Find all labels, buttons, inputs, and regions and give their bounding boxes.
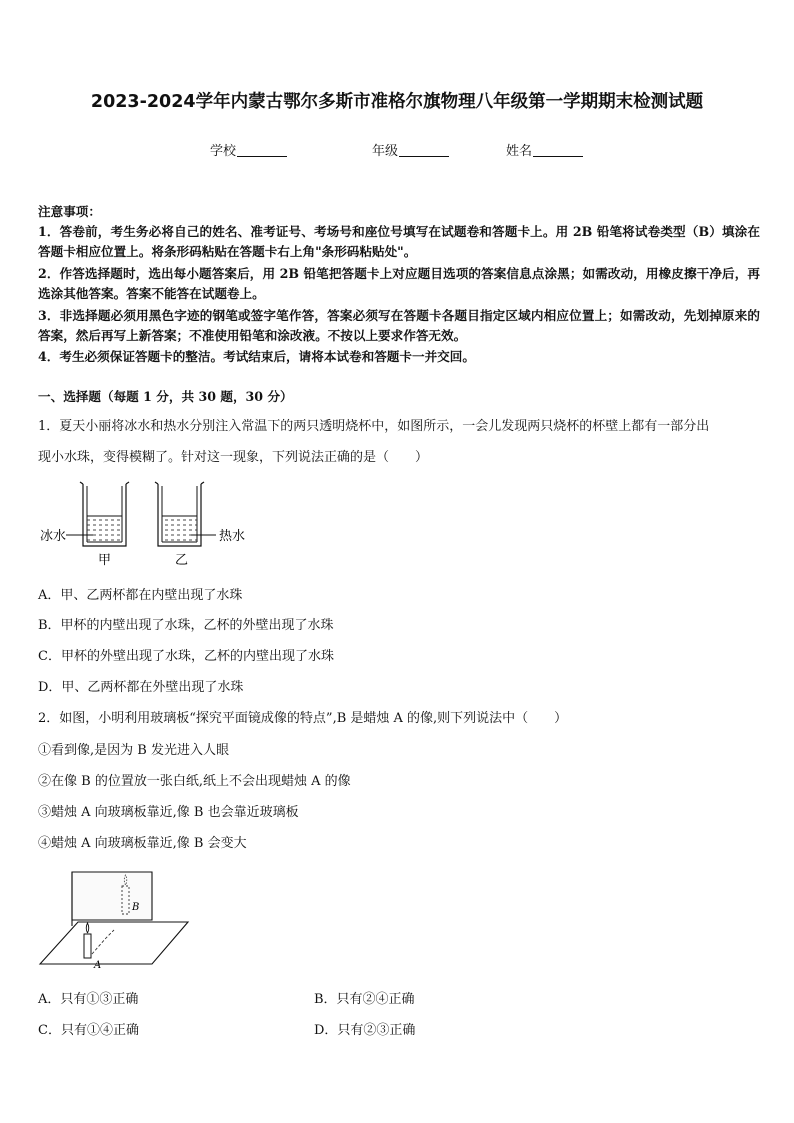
q2-option-a[interactable]: A．只有①③正确 (38, 992, 139, 1007)
q2-mirror-figure (36, 864, 196, 974)
candle-a (84, 934, 91, 958)
q2-option-b[interactable]: B．只有②④正确 (314, 992, 415, 1007)
name-blank[interactable] (533, 144, 583, 157)
grade-blank[interactable] (399, 144, 449, 157)
q2-option-d[interactable]: D．只有②③正确 (314, 1023, 416, 1038)
q1-option-a[interactable]: A．甲、乙两杯都在内壁出现了水珠 (38, 588, 243, 603)
q1-stem-line1: 1．夏天小丽将冰水和热水分别注入常温下的两只透明烧杯中，如图所示，一会儿发现两只烧杯的杯壁上都有一部分出 (38, 419, 710, 434)
notice-item-2: 2．作答选择题时，选出每小题答案后，用 2B 铅笔把答题卡上对应题目选项的答案信息点涂黑；如需改动，用橡皮擦干净后，再选涂其他答案。答案不能答在试题卷上。 (38, 266, 760, 301)
q2-stem: 2．如图，小明利用玻璃板“探究平面镜成像的特点”,B 是蜡烛 A 的像,则下列说法中（ ） (38, 711, 568, 726)
notice-heading: 注意事项： (38, 204, 101, 219)
school-field[interactable] (210, 140, 287, 159)
q1-option-d[interactable]: D．甲、乙两杯都在外壁出现了水珠 (38, 680, 244, 695)
ice-water-label: 冰水 (40, 529, 67, 544)
grade-field[interactable] (372, 140, 449, 159)
table-plane (40, 922, 188, 964)
q2-statement-4: ④蜡烛 A 向玻璃板靠近,像 B 会变大 (38, 836, 247, 851)
glass-plate (72, 872, 152, 920)
cup-jia-label: 甲 (98, 553, 112, 568)
notice-item-3: 3．非选择题必须用黑色字迹的钢笔或签字笔作答，答案必须写在答题卡各题目指定区域内相应位置上；如需改动，先划掉原来的答案，然后再写上新答案；不准使用铅笔和涂改液。不按以上要求作答无效。 (38, 308, 760, 343)
hot-water-label: 热水 (219, 529, 246, 544)
name-field[interactable] (506, 140, 583, 159)
q2-option-c[interactable]: C．只有①④正确 (38, 1023, 139, 1038)
q2-statement-3: ③蜡烛 A 向玻璃板靠近,像 B 也会靠近玻璃板 (38, 805, 299, 820)
beaker-yi (155, 482, 204, 546)
q1-beaker-figure (38, 478, 253, 570)
school-blank[interactable] (237, 144, 287, 157)
section-heading: 一、选择题（每题 1 分，共 30 题，30 分） (38, 389, 293, 404)
q1-option-b[interactable]: B．甲杯的内壁出现了水珠，乙杯的外壁出现了水珠 (38, 618, 334, 633)
page-title: 2023-2024学年内蒙古鄂尔多斯市准格尔旗物理八年级第一学期期末检测试题 (90, 92, 704, 112)
grade-label: 年级 (372, 144, 399, 159)
notice-item-1: 1．答卷前，考生务必将自己的姓名、准考证号、考场号和座位号填写在试题卷和答题卡上。用 2B 铅笔将试卷类型（B）填涂在答题卡相应位置上。将条形码粘贴在答题卡右上角"条形码粘贴处"。 (38, 224, 760, 259)
q2-statement-2: ②在像 B 的位置放一张白纸,纸上不会出现蜡烛 A 的像 (38, 774, 351, 789)
label-a: A (94, 960, 102, 971)
beaker-jia (80, 482, 129, 546)
school-label: 学校 (210, 144, 237, 159)
q1-stem-line2: 现小水珠，变得模糊了。针对这一现象，下列说法正确的是（ ） (38, 450, 429, 465)
q1-option-c[interactable]: C．甲杯的外壁出现了水珠，乙杯的内壁出现了水珠 (38, 649, 334, 664)
cup-yi-label: 乙 (175, 553, 189, 568)
q2-statement-1: ①看到像,是因为 B 发光进入人眼 (38, 743, 229, 758)
flame-icon (86, 923, 89, 933)
name-label: 姓名 (506, 144, 533, 159)
notice-item-4: 4．考生必须保证答题卡的整洁。考试结束后，请将本试卷和答题卡一并交回。 (38, 349, 475, 364)
sight-line (92, 930, 114, 954)
label-b: B (132, 902, 140, 913)
